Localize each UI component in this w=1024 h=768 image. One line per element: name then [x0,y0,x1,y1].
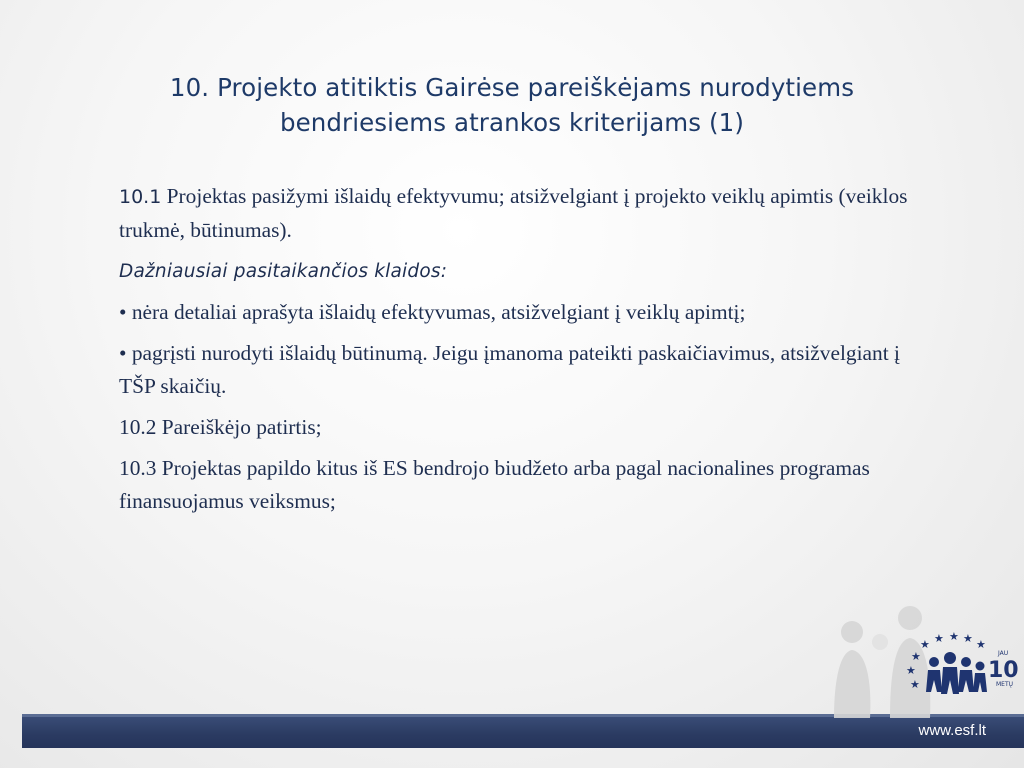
slide-title-line-1: 10. Projekto atitiktis Gairėse pareiškėjams nurodytiems [169,73,855,102]
svg-text:★: ★ [906,664,916,677]
svg-text:★: ★ [920,638,930,651]
svg-text:★: ★ [934,632,944,645]
slide-title-line-2: bendriesiems atrankos kriterijams (1) [279,108,745,137]
criterion-10-2: 10.2 Pareiškėjo patirtis; [119,415,322,439]
error-bullet-2: • pagrįsti nurodyti išlaidų būtinumą. Jeigu įmanoma pateikti paskaičiavimus, atsižvelgiant į TŠP skaičių. [119,341,900,398]
people-figures-icon [926,652,987,694]
criterion-10-1-text: Projektas pasižymi išlaidų efektyvumu; atsižvelgiant į projekto veiklų apimtis (veiklos trukmė, būtinumas). [119,184,908,242]
svg-text:★: ★ [911,650,921,663]
esf-logo [820,600,1024,720]
svg-text:★: ★ [949,630,959,643]
badge-number: 10 [988,658,1019,683]
anniversary-badge [988,650,1019,688]
badge-bottom-text: METŲ [996,681,1014,688]
svg-text:★: ★ [976,638,986,651]
slide-body [119,180,919,526]
slide-title [60,70,964,140]
badge-top-text: JAU [998,650,1009,657]
errors-heading: Dažniausiai pasitaikančios klaidos: [119,261,448,282]
svg-text:★: ★ [963,632,973,645]
criterion-10-1 [119,180,919,247]
footer-url[interactable]: www.esf.lt [918,722,986,739]
criterion-10-1-number: 10.1 [119,186,162,208]
error-bullet-1: • nėra detaliai aprašyta išlaidų efektyvumas, atsižvelgiant į veiklų apimtį; [119,300,746,324]
criterion-10-3: 10.3 Projektas papildo kitus iš ES bendrojo biudžeto arba pagal nacionalines programas finansuojamus veiksmus; [119,456,870,513]
svg-text:★: ★ [910,678,920,691]
